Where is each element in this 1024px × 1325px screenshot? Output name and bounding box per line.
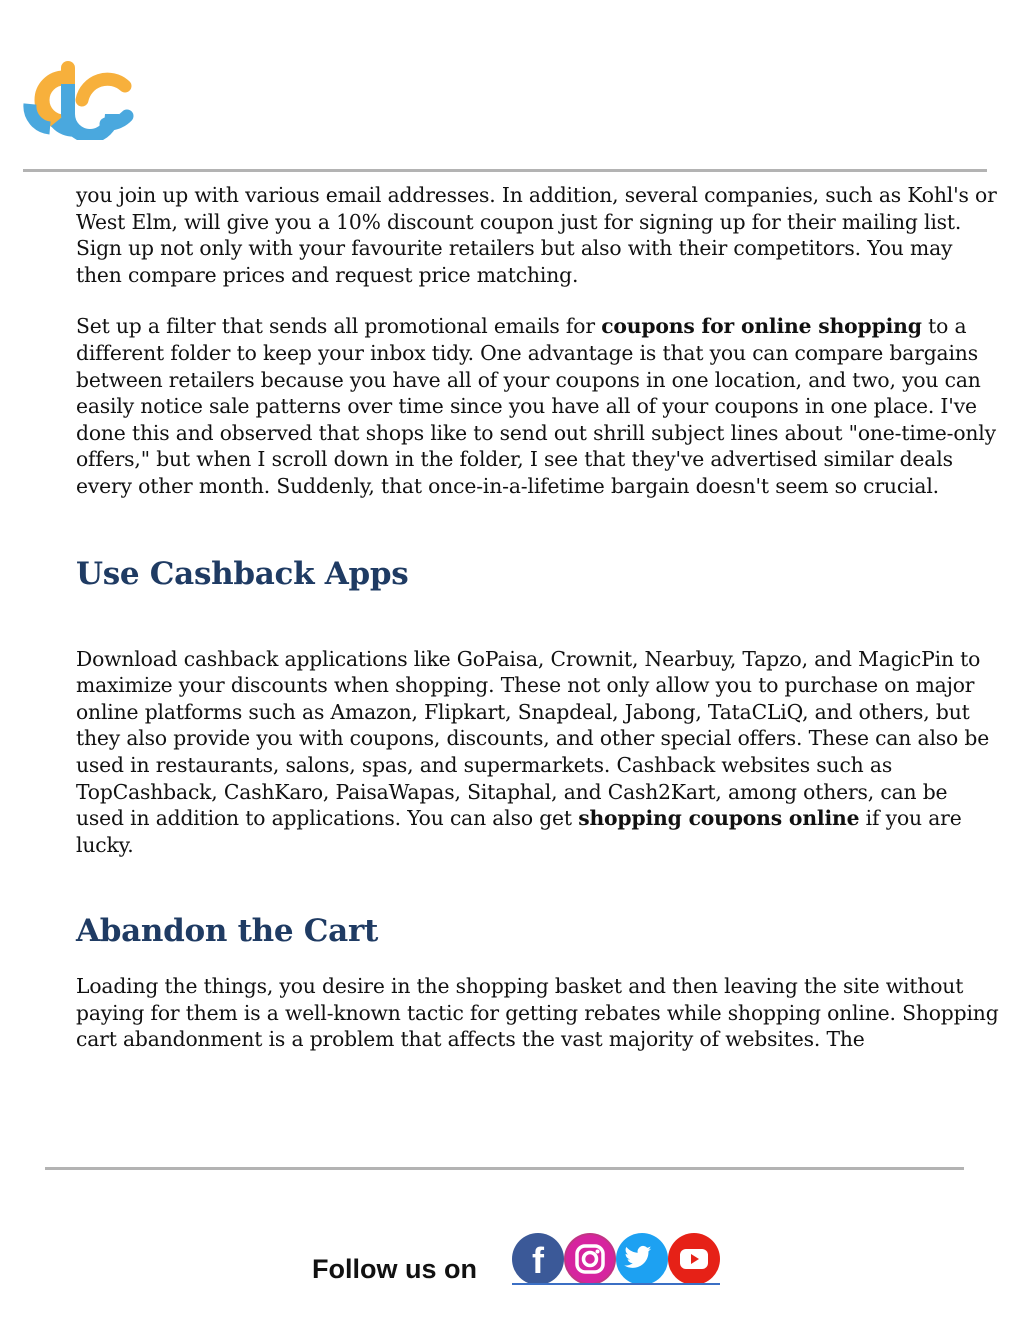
paragraph-cart: Loading the things, you desire in the shopping basket and then leaving the site without paying for them is a well-known tactic for getting rebates while shopping online. Shopping cart abandonment is a problem that affects the vast majority of websites. The <box>76 974 999 1052</box>
instagram-icon[interactable] <box>564 1233 616 1285</box>
follow-us-label: Follow us on <box>312 1254 477 1284</box>
cashback-text-start: Download cashback applications like GoPaisa, Crownit, Nearbuy, Tapzo, and MagicPin to maximize your discounts when shopping. These not only allow you to purchase on major online platforms such as Amazon, Flipkart, Snapdeal, Jabong, TataCLiQ, and others, but they also provide you with coupons, discounts, and other special offers. These can also be used in restaurants, salons, spas, and supermarkets. Cashback websites such as TopCashback, CashKaro, PaisaWapas, Sitaphal, and Cash2Kart, among others, can be used in addition to applications. You can also get <box>76 646 990 831</box>
heading-cashback: Use Cashback Apps <box>76 555 409 592</box>
twitter-icon[interactable] <box>616 1233 668 1285</box>
header-divider <box>23 169 987 172</box>
social-underline <box>512 1283 720 1285</box>
social-icons <box>510 1233 722 1287</box>
filter-text-start: Set up a filter that sends all promotional emails for <box>76 314 602 339</box>
paragraph-intro: you join up with various email addresses. In addition, several companies, such as Kohl's or West Elm, will give you a 10% discount coupon just for signing up for their mailing list. Sign up not only with your favourite retailers but also with their competitors. You may then compare prices and request price matching. <box>76 183 997 287</box>
paragraph-cashback <box>76 646 1001 859</box>
coupons-online-link[interactable]: coupons for online shopping <box>601 314 922 339</box>
heading-abandon-cart: Abandon the Cart <box>76 913 379 950</box>
filter-text-end: to a different folder to keep your inbox tidy. One advantage is that you can compare bargains between retailers because you have all of your coupons in one location, and two, you can easily notice sale patterns over time since you have all of your coupons in one place. I've done this and observed that shops like to send out shrill subject lines about "one-time-only offers," but when I scroll down in the folder, I see that they've advertised similar deals every other month. Suddenly, that once-in-a-lifetime bargain doesn't seem so crucial. <box>76 314 996 498</box>
dc-logo <box>20 48 135 140</box>
footer-divider <box>45 1167 964 1170</box>
svg-text:f: f <box>532 1240 544 1281</box>
article-body <box>76 182 1001 1053</box>
facebook-icon[interactable] <box>512 1233 564 1285</box>
cashback-text-end: if you are lucky. <box>76 806 962 857</box>
shopping-coupons-link[interactable]: shopping coupons online <box>578 806 860 831</box>
youtube-icon[interactable] <box>668 1233 720 1285</box>
paragraph-filter <box>76 313 1001 499</box>
